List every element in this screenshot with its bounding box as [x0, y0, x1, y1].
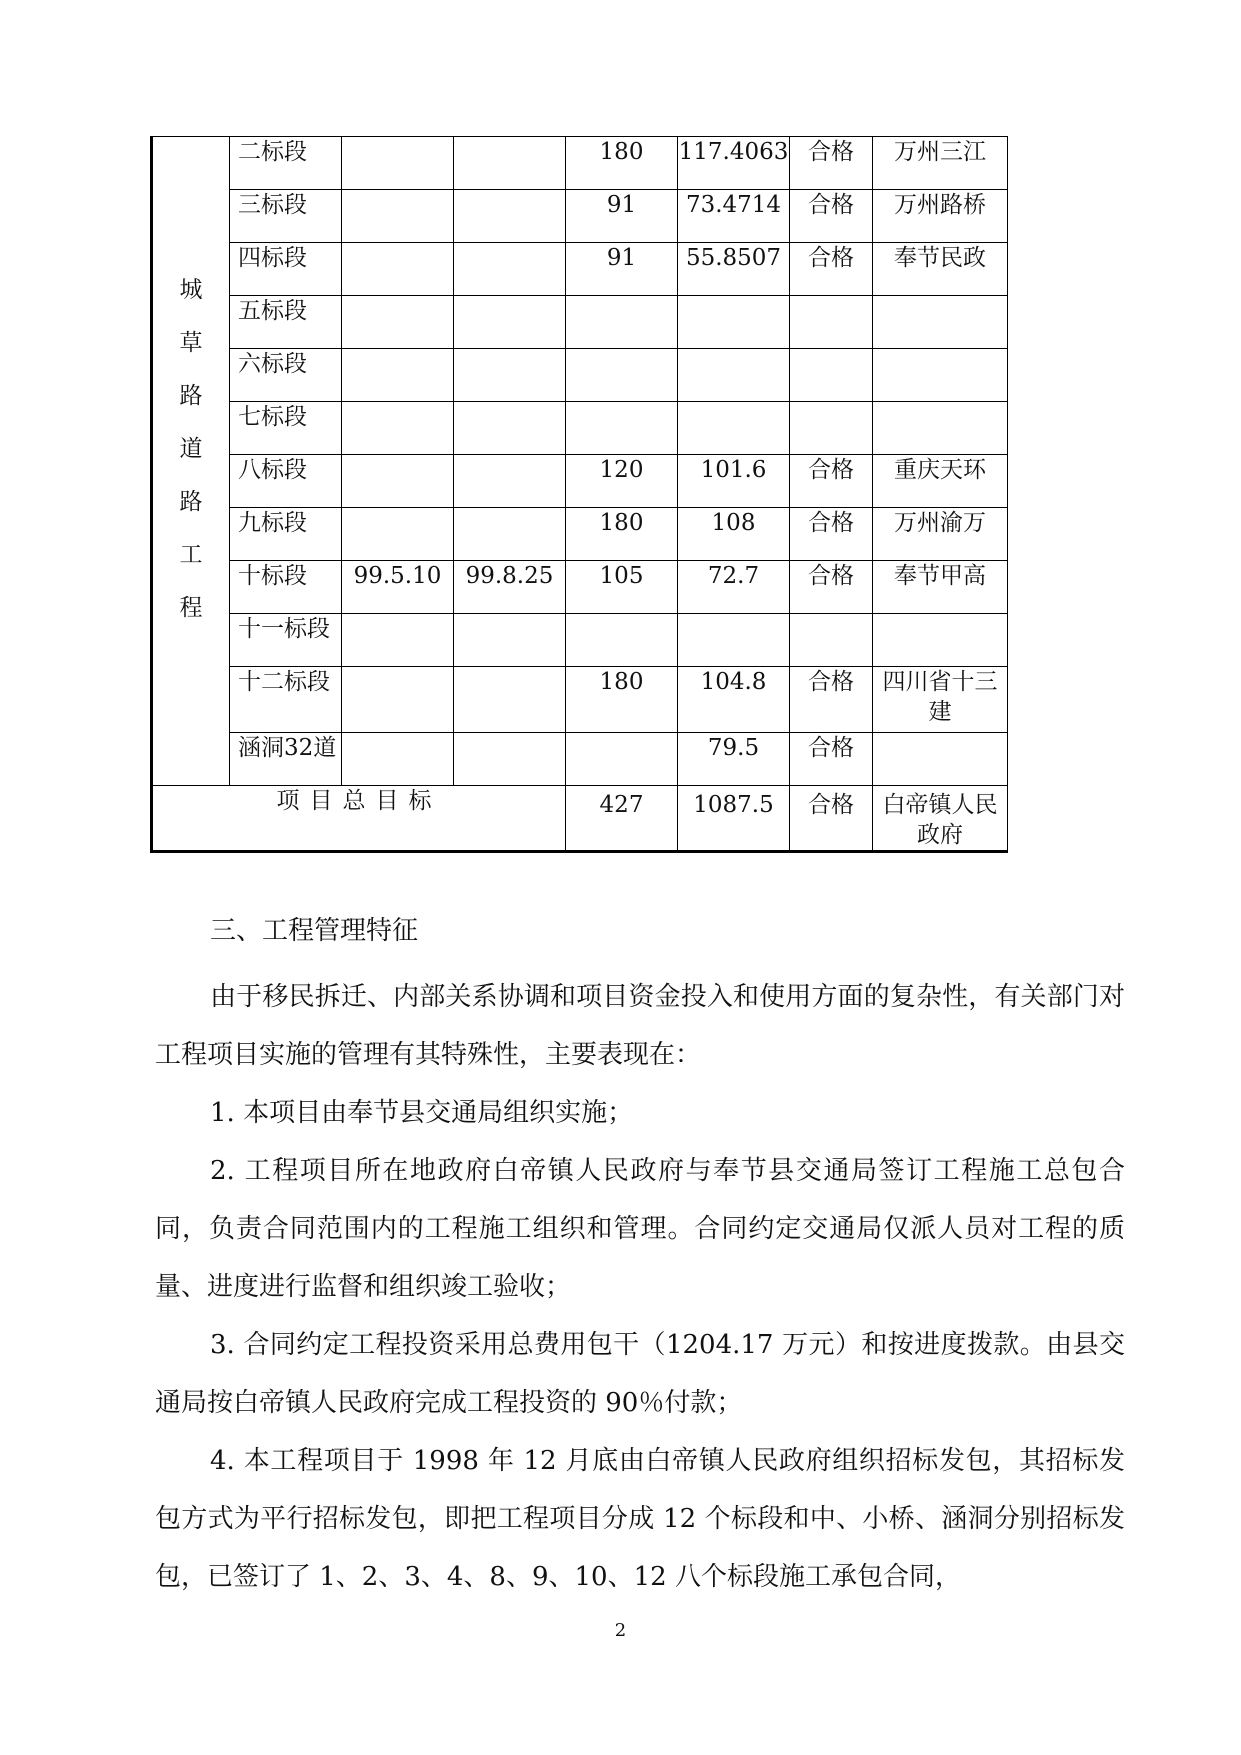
cell-segment: 二标段: [230, 137, 342, 190]
cell-end: [454, 614, 566, 667]
cell-days: 91: [566, 190, 678, 243]
cell-end: [454, 508, 566, 561]
cell-segment: 五标段: [230, 296, 342, 349]
cell-end: 99.8.25: [454, 561, 566, 614]
cell-quality: [790, 614, 873, 667]
cell-days: [566, 296, 678, 349]
table-row: [152, 455, 1008, 508]
cell-contractor: 四川省十三建: [873, 667, 1008, 733]
cell-amount: 108: [678, 508, 790, 561]
cell-quality: [790, 296, 873, 349]
cell-start: [342, 455, 454, 508]
cell-segment: 九标段: [230, 508, 342, 561]
cell-segment: 十二标段: [230, 667, 342, 733]
cell-start: [342, 733, 454, 786]
cell-end: [454, 243, 566, 296]
group-label-char: 道: [179, 436, 203, 462]
cell-amount: [678, 349, 790, 402]
group-label-char: 工: [179, 542, 203, 568]
cell-contractor: [873, 733, 1008, 786]
cell-days: [566, 402, 678, 455]
total-contractor: 白帝镇人民政府: [873, 786, 1008, 852]
section-heading: 三、工程管理特征: [210, 916, 419, 946]
cell-amount: 79.5: [678, 733, 790, 786]
table-total-row: [152, 786, 1008, 852]
group-label-char: 路: [179, 489, 203, 515]
cell-start: [342, 402, 454, 455]
cell-amount: [678, 614, 790, 667]
cell-contractor: 万州三江: [873, 137, 1008, 190]
cell-contractor: 重庆天环: [873, 455, 1008, 508]
cell-quality: 合格: [790, 508, 873, 561]
cell-start: [342, 508, 454, 561]
total-label: 项目总目标: [152, 786, 566, 852]
table-row: [152, 508, 1008, 561]
page-number: 2: [614, 1620, 627, 1641]
total-days: 427: [566, 786, 678, 852]
group-label-cell: [152, 137, 230, 786]
cell-contractor: 万州路桥: [873, 190, 1008, 243]
cell-days: 180: [566, 667, 678, 733]
cell-start: [342, 614, 454, 667]
cell-end: [454, 296, 566, 349]
paragraph-item-1: 1. 本项目由奉节县交通局组织实施；: [210, 1098, 634, 1128]
project-segment-table: [150, 136, 1008, 853]
cell-end: [454, 137, 566, 190]
cell-days: [566, 349, 678, 402]
group-label-char: 路: [179, 383, 203, 409]
cell-contractor: [873, 614, 1008, 667]
cell-days: [566, 733, 678, 786]
cell-amount: 72.7: [678, 561, 790, 614]
cell-start: [342, 190, 454, 243]
cell-quality: 合格: [790, 667, 873, 733]
paragraph-item-4: 4. 本工程项目于 1998 年 12 月底由白帝镇人民政府组织招标发包，其招标发包方式为平行招标发包，即把工程项目分成 12 个标段和中、小桥、涵洞分别招标发包，已签订了 1、2、3、4、8、9、10、12 八个标段施工承包合同，: [155, 1446, 1125, 1592]
cell-quality: 合格: [790, 243, 873, 296]
cell-segment: 六标段: [230, 349, 342, 402]
cell-start: [342, 137, 454, 190]
cell-days: 180: [566, 137, 678, 190]
cell-quality: [790, 402, 873, 455]
cell-end: [454, 667, 566, 733]
cell-quality: 合格: [790, 137, 873, 190]
group-label-char: 草: [179, 330, 203, 356]
cell-amount: 55.8507: [678, 243, 790, 296]
table-row: [152, 667, 1008, 733]
group-label-char: 城: [179, 277, 203, 303]
cell-contractor: 奉节民政: [873, 243, 1008, 296]
cell-end: [454, 349, 566, 402]
cell-start: [342, 296, 454, 349]
table-row: [152, 243, 1008, 296]
cell-quality: 合格: [790, 561, 873, 614]
total-amount: 1087.5: [678, 786, 790, 852]
table-row: [152, 733, 1008, 786]
cell-days: [566, 614, 678, 667]
table-row: [152, 561, 1008, 614]
cell-amount: 73.4714: [678, 190, 790, 243]
cell-segment: 七标段: [230, 402, 342, 455]
cell-quality: 合格: [790, 190, 873, 243]
cell-end: [454, 190, 566, 243]
cell-contractor: [873, 349, 1008, 402]
cell-contractor: 奉节甲高: [873, 561, 1008, 614]
cell-segment: 涵洞32道: [230, 733, 342, 786]
cell-contractor: [873, 402, 1008, 455]
cell-amount: 104.8: [678, 667, 790, 733]
total-quality: 合格: [790, 786, 873, 852]
paragraph-item-3: 3. 合同约定工程投资采用总费用包干（1204.17 万元）和按进度拨款。由县交通局按白帝镇人民政府完成工程投资的 90％付款；: [155, 1330, 1125, 1418]
cell-days: 180: [566, 508, 678, 561]
cell-amount: [678, 296, 790, 349]
cell-segment: 八标段: [230, 455, 342, 508]
cell-start: [342, 349, 454, 402]
cell-quality: 合格: [790, 455, 873, 508]
cell-end: [454, 455, 566, 508]
cell-days: 91: [566, 243, 678, 296]
cell-days: 120: [566, 455, 678, 508]
cell-quality: 合格: [790, 733, 873, 786]
cell-quality: [790, 349, 873, 402]
cell-end: [454, 733, 566, 786]
table-row: [152, 402, 1008, 455]
cell-contractor: [873, 296, 1008, 349]
cell-start: 99.5.10: [342, 561, 454, 614]
cell-segment: 十一标段: [230, 614, 342, 667]
table-row: [152, 190, 1008, 243]
paragraph-item-2: 2. 工程项目所在地政府白帝镇人民政府与奉节县交通局签订工程施工总包合同，负责合同范围内的工程施工组织和管理。合同约定交通局仅派人员对工程的质量、进度进行监督和组织竣工验收；: [155, 1156, 1125, 1302]
cell-start: [342, 243, 454, 296]
cell-days: 105: [566, 561, 678, 614]
cell-amount: 101.6: [678, 455, 790, 508]
cell-segment: 十标段: [230, 561, 342, 614]
paragraph-intro: 由于移民拆迁、内部关系协调和项目资金投入和使用方面的复杂性，有关部门对工程项目实施的管理有其特殊性，主要表现在：: [155, 982, 1125, 1070]
cell-start: [342, 667, 454, 733]
cell-segment: 四标段: [230, 243, 342, 296]
table-row: [152, 349, 1008, 402]
group-label-char: 程: [179, 595, 203, 621]
table-row: [152, 296, 1008, 349]
cell-end: [454, 402, 566, 455]
table-row: [152, 614, 1008, 667]
cell-segment: 三标段: [230, 190, 342, 243]
cell-amount: [678, 402, 790, 455]
cell-amount: 117.4063: [678, 137, 790, 190]
cell-contractor: 万州渝万: [873, 508, 1008, 561]
table-row: [152, 137, 1008, 190]
